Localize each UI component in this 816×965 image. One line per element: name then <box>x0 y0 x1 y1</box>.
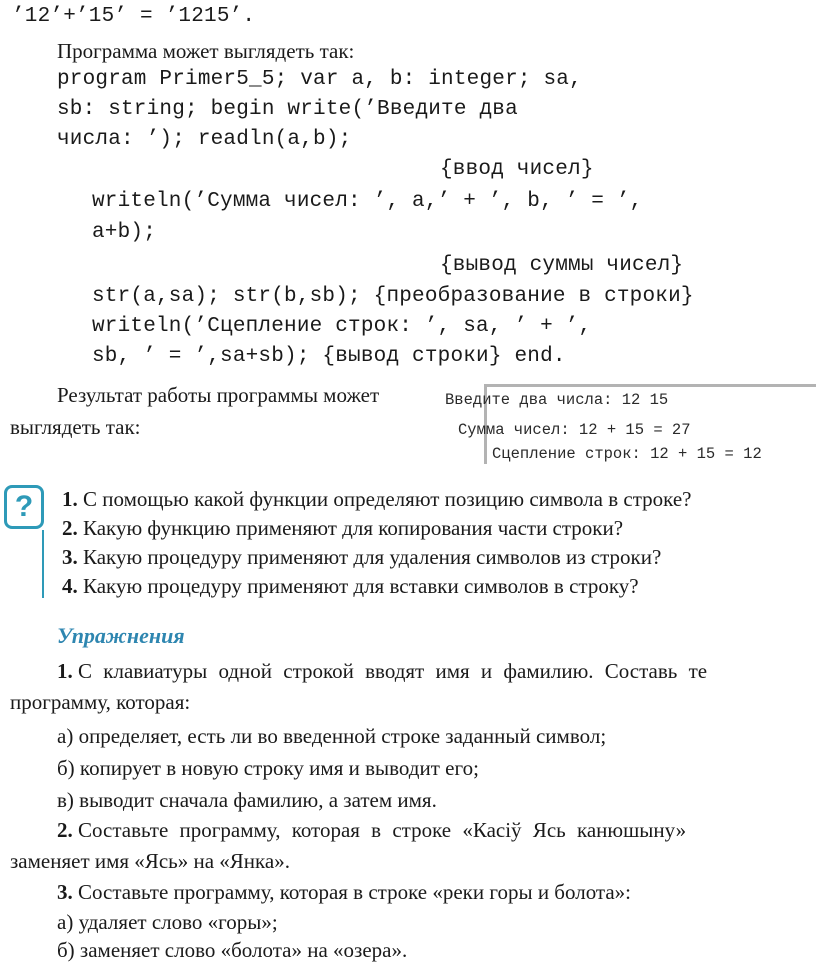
exercise-1-item: а) определяет, есть ли во введенной строке заданный символ; <box>57 724 607 748</box>
code-line: program Primer5_5; var a, b: integer; sa, <box>57 68 582 91</box>
result-text-line1: Результат работы программы может <box>57 383 380 407</box>
exercise-3: 3. Составьте программу, которая в строке «реки горы и болота»: <box>57 880 632 904</box>
exercise-1-item: б) копирует в новую строку имя и выводит его; <box>57 756 479 780</box>
code-line: sb: string; begin write(’Введите два <box>57 98 518 121</box>
exercise-1-item: в) выводит сначала фамилию, а затем имя. <box>57 788 437 812</box>
output-frame-top <box>484 384 816 387</box>
exercise-2-continued: заменяет имя «Ясь» на «Янка». <box>10 849 290 873</box>
output-line: Введите два числа: 12 15 <box>445 391 669 409</box>
result-text-line2: выглядеть так: <box>10 415 141 439</box>
exercise-3-item: б) заменяет слово «болота» на «озера». <box>57 938 408 962</box>
exercise-3-item: а) удаляет слово «горы»; <box>57 910 278 934</box>
question-mark-icon: ? <box>4 485 44 529</box>
code-line: str(a,sa); str(b,sb); {преобразование в строки} <box>92 285 694 308</box>
exercises-heading: Упражнения <box>57 623 185 648</box>
code-line: a+b); <box>92 221 157 244</box>
exercise-2: 2. Составьте программу, которая в строке «Касіў Ясь канюшыну» <box>57 818 687 842</box>
question-item: 4. Какую процедуру применяют для вставки символов в строку? <box>62 574 639 598</box>
question-item: 2. Какую функцию применяют для копирования части строки? <box>62 516 624 540</box>
code-comment: {ввод чисел} <box>440 158 594 181</box>
question-item: 1. С помощью какой функции определяют позицию символа в строке? <box>62 487 692 511</box>
code-line: sb, ’ = ’,sa+sb); {вывод строки} end. <box>92 345 566 368</box>
program-intro: Программа может выглядеть так: <box>57 39 355 63</box>
output-line: Сумма чисел: 12 + 15 = 27 <box>458 421 691 439</box>
code-line: числа: ’); readln(a,b); <box>57 128 352 151</box>
code-line: writeln(’Сумма чисел: ’, a,’ + ’, b, ’ = ’, <box>92 190 643 213</box>
code-line: writeln(’Сцепление строк: ’, sa, ’ + ’, <box>92 315 592 338</box>
question-divider-line <box>42 530 44 598</box>
question-item: 3. Какую процедуру применяют для удаления символов из строки? <box>62 545 662 569</box>
previous-example-line: ’12’+’15’ = ’1215’. <box>12 5 256 28</box>
exercise-1: 1. С клавиатуры одной строкой вводят имя и фамилию. Составь те <box>57 659 708 683</box>
code-comment: {вывод суммы чисел} <box>440 254 684 277</box>
output-line: Сцепление строк: 12 + 15 = 12 <box>492 445 762 463</box>
exercise-1-continued: программу, которая: <box>10 690 191 714</box>
